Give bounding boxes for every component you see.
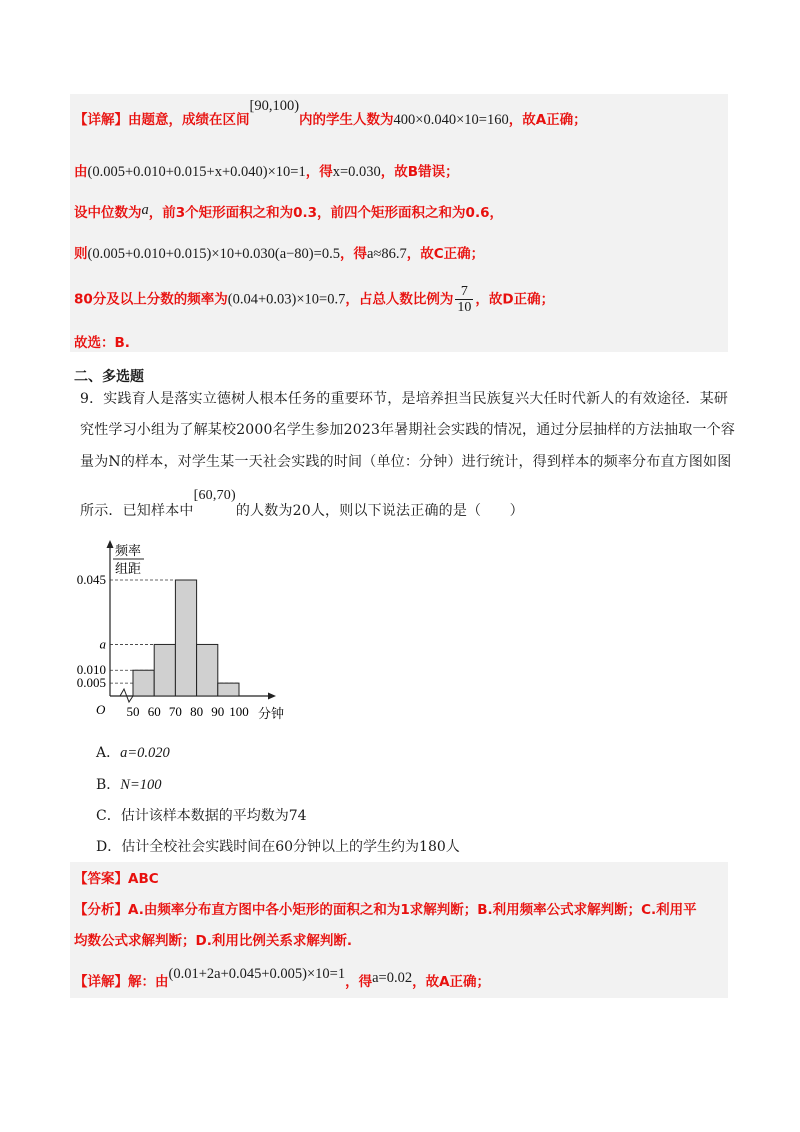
solution-line-3 [74,201,503,222]
formula: (0.005+0.010+0.015+x+0.040)×10=1 [87,164,306,180]
origin-label: O [96,702,106,717]
y-axis-label-top: 频率 [115,543,142,558]
formula: a=0.02 [372,970,413,986]
histogram-bar [133,670,154,696]
histogram-bar [197,644,218,696]
option-text: 估计全校社会实践时间在60分钟以上的学生约为180人 [121,839,460,855]
interval-formula: [60,70) [193,488,236,503]
formula: N=100 [120,777,162,793]
solution-text: ，得 [339,246,367,262]
solution-text: ，故D正确； [475,291,555,308]
interval-formula: [90,100) [249,98,300,114]
formula: (0.04+0.03)×10=0.7 [227,291,346,308]
histogram-bar [154,644,175,696]
formula: (0.01+2a+0.045+0.005)×10=1 [168,966,346,982]
histogram-bar [218,683,239,696]
analysis-line-2: 均数公式求解判断；D.利用比例关系求解判断. [74,933,352,949]
formula: a [141,202,149,218]
solution-text: ，故B错误； [380,164,459,180]
question-line-3: 量为N的样本，对学生某一天社会实践的时间（单位：分钟）进行统计，得到样本的频率分布直方图如图 [80,454,732,470]
y-tick-label: a [99,636,106,652]
y-tick-label: 0.010 [76,662,106,678]
x-tick-label: 50 [126,704,140,719]
fraction-numerator: 7 [455,284,473,300]
option-letter: A． [96,745,121,761]
x-axis-arrow [268,693,276,700]
solution-text: 设中位数为 [74,205,142,221]
solution-line-1 [74,98,587,129]
formula: a=0.020 [120,745,170,761]
question-line-1: 9．实践育人是落实立德树人根本任务的重要环节，是培养担当民族复兴大任时代新人的有效途径．某研 [80,391,729,407]
solution-text: 则 [74,246,88,262]
solution-text: ，得 [305,164,333,180]
x-tick-label: 90 [211,704,225,719]
fraction [455,284,473,315]
solution-text: 【详解】由题意，成绩在区间 [74,112,250,128]
solution-text: ，故C正确； [406,246,485,262]
solution-line-5 [74,284,554,315]
solution-line-2 [74,160,459,181]
x-tick-label: 60 [147,704,161,719]
answer-line: 【答案】ABC [74,871,159,887]
x-tick-label: 80 [190,704,204,719]
y-axis-arrow [107,540,114,548]
fraction-denominator: 10 [457,300,472,315]
option-letter: B． [96,777,121,793]
x-axis-label: 分钟 [258,706,285,721]
question-text: 的人数为20人，则以下说法正确的是（ ） [235,503,524,519]
formula: a≈86.7 [366,246,407,262]
y-tick-label: 0.045 [76,572,106,587]
histogram-bar [175,580,196,696]
solution-text: ，占总人数比例为 [345,291,454,308]
option-d[interactable] [96,836,460,856]
analysis-line-1: 【分析】A.由频率分布直方图中各小矩形的面积之和为1求解判断；B.利用频率公式求解判断；C.利用平 [74,902,697,918]
solution-text: 【详解】解：由 [74,974,169,990]
option-text: 估计该样本数据的平均数为74 [120,808,307,824]
question-line-4 [80,488,524,520]
solution-text: ，前3个矩形面积之和为0.3，前四个矩形面积之和为0.6， [148,205,503,221]
x-tick-label: 100 [229,704,249,719]
formula: 400×0.040×10=160 [393,112,509,128]
y-tick-label: 0.005 [76,675,106,691]
detail-line [74,966,491,991]
solution-text: ，故A正确； [412,974,491,990]
option-c[interactable] [96,805,307,825]
solution-text: 80分及以上分数的频率为 [74,291,228,308]
option-b[interactable] [96,774,162,794]
x-tick-label: 70 [168,704,182,719]
section-heading: 二、多选题 [74,369,144,385]
solution-line-6: 故选：B. [74,335,130,351]
y-axis-label-bottom: 组距 [115,561,142,576]
solution-text: ，故A正确； [508,112,587,128]
solution-text: 由 [74,164,88,180]
frequency-histogram [60,536,300,726]
formula: x=0.030 [332,164,381,180]
solution-text: ，得 [345,974,373,990]
option-letter: D． [96,839,122,855]
solution-text: 内的学生人数为 [299,112,394,128]
question-line-2: 究性学习小组为了解某校2000名学生参加2023年暑期社会实践的情况，通过分层抽样的方法抽取一个容 [80,422,736,438]
option-a[interactable] [96,742,170,762]
question-text: 所示．已知样本中 [80,503,194,519]
option-letter: C． [96,808,121,824]
formula: (0.005+0.010+0.015)×10+0.030(a−80)=0.5 [87,246,340,262]
solution-line-4 [74,242,484,263]
